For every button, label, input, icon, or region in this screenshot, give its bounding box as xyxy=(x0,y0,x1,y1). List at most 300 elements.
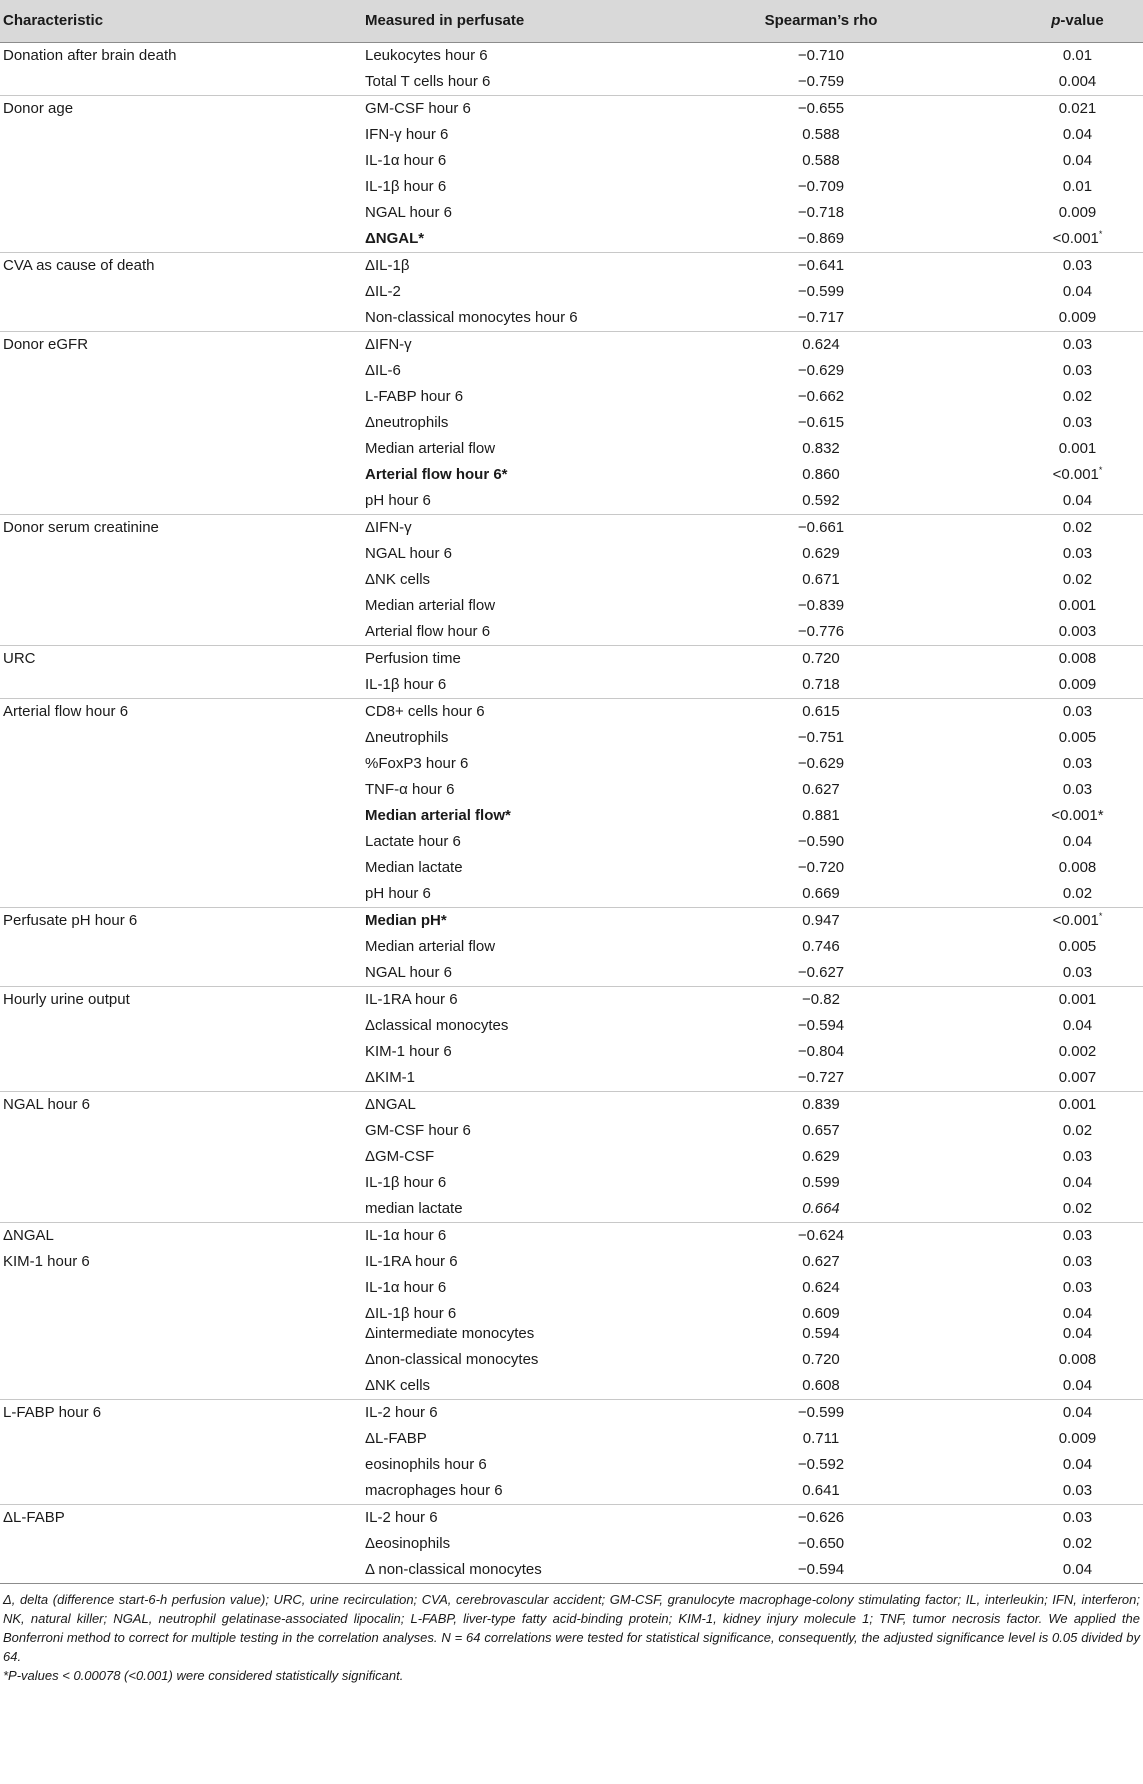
cell-characteristic xyxy=(0,881,364,908)
table-row xyxy=(0,881,1143,908)
cell-pvalue: 0.009 xyxy=(1058,204,1097,221)
table-row xyxy=(0,1400,1143,1427)
cell-characteristic xyxy=(0,567,364,593)
cell-characteristic: Donation after brain death xyxy=(3,47,177,64)
cell-characteristic xyxy=(0,1347,364,1373)
cell-rho: −0.650 xyxy=(797,1535,845,1552)
cell-measured: Δnon-classical monocytes xyxy=(365,1351,539,1368)
cell-pvalue: 0.002 xyxy=(1058,1043,1097,1060)
cell-measured: GM-CSF hour 6 xyxy=(365,1122,471,1139)
table-row xyxy=(0,751,1143,777)
cell-characteristic xyxy=(0,226,364,253)
cell-rho: 0.629 xyxy=(802,1148,840,1165)
cell-measured: ΔNK cells xyxy=(365,1377,431,1394)
cell-rho: 0.627 xyxy=(802,781,840,798)
cell-rho: 0.599 xyxy=(802,1174,840,1191)
cell-rho: −0.594 xyxy=(797,1017,845,1034)
header-row xyxy=(0,0,1143,43)
cell-pvalue: 0.03 xyxy=(916,1223,1143,1250)
table-row xyxy=(0,1557,1143,1584)
significance-marker: * xyxy=(1098,911,1103,921)
cell-pvalue: 0.001 xyxy=(916,987,1143,1014)
cell-characteristic xyxy=(0,1531,364,1557)
cell-rho: −0.599 xyxy=(626,1400,916,1427)
cell-rho: 0.839 xyxy=(626,1092,916,1119)
cell-measured: Median lactate xyxy=(365,859,463,876)
cell-measured: median lactate xyxy=(365,1200,463,1217)
cell-measured: ΔL-FABP xyxy=(365,1430,427,1447)
cell-characteristic xyxy=(0,672,364,699)
cell-measured: Δ non-classical monocytes xyxy=(364,1557,626,1584)
cell-characteristic xyxy=(0,1373,364,1400)
table-row xyxy=(0,803,1143,829)
cell-pvalue: 0.03 xyxy=(916,253,1143,280)
cell-measured: NGAL hour 6 xyxy=(365,545,452,562)
cell-rho: 0.588 xyxy=(802,126,840,143)
cell-measured: IL-1α hour 6 xyxy=(365,1279,447,1296)
cell-pvalue: 0.02 xyxy=(1062,885,1093,902)
cell-pvalue: 0.03 xyxy=(1062,414,1093,431)
cell-pvalue: 0.007 xyxy=(1058,1069,1097,1086)
cell-pvalue: 0.04 xyxy=(1062,1174,1093,1191)
cell-pvalue: 0.008 xyxy=(1058,1351,1097,1368)
cell-measured: IL-2 hour 6 xyxy=(364,1505,626,1532)
cell-measured: pH hour 6 xyxy=(365,885,431,902)
cell-pvalue: 0.005 xyxy=(1058,729,1097,746)
cell-rho: 0.588 xyxy=(802,152,840,169)
table-row xyxy=(0,226,1143,253)
cell-pvalue: 0.02 xyxy=(916,515,1143,542)
table-row xyxy=(0,960,1143,987)
table-row xyxy=(0,619,1143,646)
table-row xyxy=(0,1170,1143,1196)
cell-characteristic xyxy=(0,384,364,410)
cell-characteristic: Donor serum creatinine xyxy=(0,515,364,542)
cell-pvalue: <0.001* xyxy=(1051,807,1104,824)
cell-rho: −0.839 xyxy=(797,597,845,614)
table-row xyxy=(0,934,1143,960)
table-row xyxy=(0,384,1143,410)
cell-characteristic: URC xyxy=(0,646,364,673)
cell-pvalue: 0.04 xyxy=(1062,152,1093,169)
cell-rho: −0.718 xyxy=(797,204,845,221)
cell-characteristic: Perfusate pH hour 6 xyxy=(0,908,364,935)
cell-rho: −0.710 xyxy=(797,47,845,64)
cell-pvalue: 0.008 xyxy=(916,646,1143,673)
cell-characteristic xyxy=(0,593,364,619)
cell-pvalue: 0.04 xyxy=(1062,283,1093,300)
cell-rho: 0.832 xyxy=(802,440,840,457)
cell-rho: 0.641 xyxy=(802,1482,840,1499)
cell-pvalue: 0.04 xyxy=(1062,1017,1093,1034)
cell-characteristic xyxy=(0,1013,364,1039)
cell-characteristic: Donor eGFR xyxy=(0,332,364,359)
cell-rho: 0.592 xyxy=(802,492,840,509)
cell-characteristic xyxy=(0,1039,364,1065)
cell-pvalue: 0.008 xyxy=(1058,859,1097,876)
cell-characteristic xyxy=(0,1452,364,1478)
cell-pvalue: 0.02 xyxy=(1062,1200,1093,1217)
table-row xyxy=(0,200,1143,226)
cell-measured: IL-1α hour 6 xyxy=(364,1223,626,1250)
table-row xyxy=(0,96,1143,123)
cell-rho: 0.624 xyxy=(626,332,916,359)
table-row xyxy=(0,174,1143,200)
cell-characteristic xyxy=(0,148,364,174)
cell-rho: −0.592 xyxy=(797,1456,845,1473)
cell-pvalue: 0.01 xyxy=(1062,47,1093,64)
table-row xyxy=(0,1347,1143,1373)
footnote-abbreviations: Δ, delta (difference start-6-h perfusion value); URC, urine recirculation; CVA, cerebrovascular accident; GM-CSF, granulocyte macrophage-colony stimulating factor; IL, interleukin; IFN, interferon; NK, natural killer; NGAL, neutrophil gelatinase-associated lipocalin; L-FABP, liver-type fatty acid-binding protein; KIM-1, kidney injury molecule 1; TNF, tumor necrosis factor. We applied the Bonferroni method to correct for multiple testing in the correlation analyses. N = 64 correlations were tested for statistical significance, consequently, the adjusted significance level is 0.05 divided by 64. xyxy=(3,1592,1140,1664)
table-row xyxy=(0,253,1143,280)
cell-measured: Perfusion time xyxy=(364,646,626,673)
cell-measured: KIM-1 hour 6 xyxy=(365,1043,452,1060)
cell-pvalue: 0.005 xyxy=(1058,938,1097,955)
cell-rho: 0.609 0.594 xyxy=(802,1305,840,1342)
cell-rho: 0.860 xyxy=(802,466,840,483)
cell-measured: Lactate hour 6 xyxy=(365,833,461,850)
cell-pvalue: 0.03 xyxy=(1062,1279,1093,1296)
table-row xyxy=(0,1223,1143,1250)
cell-pvalue: 0.02 xyxy=(1062,388,1093,405)
cell-measured: Δclassical monocytes xyxy=(365,1017,509,1034)
table-row xyxy=(0,436,1143,462)
cell-characteristic: L-FABP hour 6 xyxy=(0,1400,364,1427)
header-rho: Spearman’s rho xyxy=(626,0,916,43)
cell-measured: ΔIFN-γ xyxy=(364,515,626,542)
table-row xyxy=(0,567,1143,593)
cell-measured: TNF-α hour 6 xyxy=(365,781,455,798)
cell-rho: −0.776 xyxy=(797,623,845,640)
cell-measured: Median arterial flow* xyxy=(365,807,511,824)
table-row xyxy=(0,69,1143,96)
cell-rho: −0.629 xyxy=(797,755,845,772)
table-row xyxy=(0,777,1143,803)
table-row xyxy=(0,646,1143,673)
table-row xyxy=(0,515,1143,542)
table-row xyxy=(0,358,1143,384)
cell-characteristic: Donor age xyxy=(0,96,364,123)
table-row xyxy=(0,410,1143,436)
table-row xyxy=(0,1065,1143,1092)
table-row xyxy=(0,1531,1143,1557)
cell-measured: IL-1RA hour 6 xyxy=(364,987,626,1014)
table-row xyxy=(0,1039,1143,1065)
cell-characteristic xyxy=(0,462,364,488)
header-pvalue: p-value xyxy=(916,0,1143,43)
cell-pvalue: 0.04 xyxy=(1062,492,1093,509)
cell-pvalue: 0.03 xyxy=(1062,964,1093,981)
cell-rho: −0.626 xyxy=(626,1505,916,1532)
cell-measured: Δneutrophils xyxy=(365,729,449,746)
significance-marker: * xyxy=(1098,465,1103,475)
cell-measured: ΔNGAL* xyxy=(365,230,425,247)
cell-characteristic: ΔL-FABP xyxy=(0,1505,364,1532)
table-row xyxy=(0,1373,1143,1400)
cell-measured: GM-CSF hour 6 xyxy=(364,96,626,123)
cell-rho: −0.869 xyxy=(797,230,845,247)
cell-rho: −0.82 xyxy=(626,987,916,1014)
cell-rho: 0.711 xyxy=(802,1430,840,1447)
table-row xyxy=(0,1118,1143,1144)
table-row xyxy=(0,488,1143,515)
cell-characteristic: NGAL hour 6 xyxy=(0,1092,364,1119)
cell-characteristic xyxy=(0,1301,364,1347)
cell-measured: ΔIL-2 xyxy=(365,283,401,300)
cell-rho: −0.629 xyxy=(797,362,845,379)
cell-rho: −0.624 xyxy=(626,1223,916,1250)
cell-rho: 0.627 xyxy=(802,1253,840,1270)
cell-pvalue: 0.001 xyxy=(916,1092,1143,1119)
cell-measured: Median arterial flow xyxy=(365,440,496,457)
cell-measured: Δeosinophils xyxy=(365,1535,451,1552)
cell-measured: ΔIL-1β xyxy=(364,253,626,280)
cell-rho: −0.594 xyxy=(626,1557,916,1584)
table-row xyxy=(0,829,1143,855)
cell-rho: 0.615 xyxy=(626,699,916,726)
cell-characteristic: CVA as cause of death xyxy=(0,253,364,280)
cell-measured: pH hour 6 xyxy=(365,492,431,509)
cell-pvalue: 0.04 xyxy=(916,1400,1143,1427)
cell-characteristic xyxy=(0,305,364,332)
cell-measured: ΔIL-6 xyxy=(365,362,401,379)
cell-characteristic xyxy=(0,279,364,305)
cell-characteristic xyxy=(0,725,364,751)
table-row xyxy=(0,1505,1143,1532)
cell-measured: %FoxP3 hour 6 xyxy=(365,755,469,772)
cell-rho: −0.662 xyxy=(797,388,845,405)
table-row xyxy=(0,148,1143,174)
cell-pvalue: 0.03 xyxy=(916,332,1143,359)
cell-measured: IFN-γ hour 6 xyxy=(365,126,449,143)
cell-rho: 0.669 xyxy=(802,885,840,902)
table-row xyxy=(0,279,1143,305)
cell-pvalue: 0.04 0.04 xyxy=(1062,1305,1093,1342)
cell-measured: Total T cells hour 6 xyxy=(365,73,491,90)
table-row xyxy=(0,1249,1143,1275)
table-row xyxy=(0,1196,1143,1223)
table-row xyxy=(0,1013,1143,1039)
cell-characteristic xyxy=(0,1118,364,1144)
cell-pvalue: 0.009 xyxy=(1058,309,1097,326)
cell-characteristic xyxy=(0,1144,364,1170)
cell-characteristic xyxy=(0,960,364,987)
cell-pvalue: 0.03 xyxy=(916,699,1143,726)
table-row xyxy=(0,1092,1143,1119)
cell-characteristic xyxy=(0,488,364,515)
cell-characteristic xyxy=(0,751,364,777)
cell-pvalue: 0.02 xyxy=(1062,571,1093,588)
table-row xyxy=(0,1452,1143,1478)
cell-rho: 0.629 xyxy=(802,545,840,562)
cell-characteristic xyxy=(0,1065,364,1092)
cell-measured: Δneutrophils xyxy=(365,414,449,431)
cell-rho: 0.881 xyxy=(802,807,840,824)
cell-pvalue: 0.02 xyxy=(1062,1122,1093,1139)
cell-characteristic xyxy=(0,410,364,436)
cell-measured: Non-classical monocytes hour 6 xyxy=(365,309,578,326)
cell-measured: ΔKIM-1 xyxy=(365,1069,416,1086)
table-row xyxy=(0,541,1143,567)
cell-pvalue: 0.04 xyxy=(1062,1377,1093,1394)
cell-pvalue: <0.001* xyxy=(1052,465,1103,483)
cell-rho: −0.720 xyxy=(797,859,845,876)
cell-measured: Arterial flow hour 6* xyxy=(365,466,508,483)
cell-measured: CD8+ cells hour 6 xyxy=(364,699,626,726)
cell-pvalue: 0.01 xyxy=(1062,178,1093,195)
table-row xyxy=(0,1275,1143,1301)
cell-characteristic xyxy=(0,1196,364,1223)
cell-characteristic xyxy=(0,174,364,200)
cell-pvalue: 0.03 xyxy=(1062,1148,1093,1165)
cell-pvalue: 0.03 xyxy=(1062,1253,1093,1270)
cell-pvalue: 0.001 xyxy=(1058,440,1097,457)
cell-measured: NGAL hour 6 xyxy=(365,204,452,221)
table-row xyxy=(0,43,1143,70)
cell-characteristic xyxy=(0,619,364,646)
cell-pvalue: 0.03 xyxy=(1062,362,1093,379)
cell-pvalue: 0.03 xyxy=(1062,1482,1093,1499)
cell-measured: Arterial flow hour 6 xyxy=(365,623,491,640)
cell-characteristic xyxy=(0,855,364,881)
header-characteristic: Characteristic xyxy=(0,0,364,43)
cell-characteristic: KIM-1 hour 6 xyxy=(3,1253,90,1270)
cell-pvalue: 0.04 xyxy=(1062,126,1093,143)
cell-measured: IL-2 hour 6 xyxy=(364,1400,626,1427)
cell-rho: −0.709 xyxy=(797,178,845,195)
cell-rho: 0.947 xyxy=(626,908,916,935)
table-row xyxy=(0,462,1143,488)
table-row xyxy=(0,1301,1143,1347)
cell-characteristic xyxy=(0,1426,364,1452)
significance-marker: * xyxy=(1098,229,1103,239)
table-row xyxy=(0,122,1143,148)
cell-pvalue: 0.009 xyxy=(1058,1430,1097,1447)
cell-characteristic xyxy=(0,358,364,384)
cell-rho: 0.720 xyxy=(626,646,916,673)
cell-measured: L-FABP hour 6 xyxy=(365,388,464,405)
cell-rho: 0.718 xyxy=(802,676,840,693)
cell-characteristic xyxy=(0,803,364,829)
cell-measured: ΔGM-CSF xyxy=(365,1148,435,1165)
cell-measured: Median arterial flow xyxy=(365,597,496,614)
cell-pvalue: 0.03 xyxy=(916,1505,1143,1532)
table-row xyxy=(0,672,1143,699)
cell-rho: 0.624 xyxy=(802,1279,840,1296)
cell-characteristic xyxy=(0,122,364,148)
table-row xyxy=(0,908,1143,935)
cell-characteristic: Hourly urine output xyxy=(0,987,364,1014)
cell-pvalue: <0.001* xyxy=(916,908,1143,935)
cell-rho: −0.655 xyxy=(626,96,916,123)
cell-rho: 0.720 xyxy=(802,1351,840,1368)
cell-pvalue: 0.001 xyxy=(1058,597,1097,614)
cell-rho: 0.671 xyxy=(802,571,840,588)
cell-measured: Median arterial flow xyxy=(365,938,496,955)
table-row xyxy=(0,855,1143,881)
cell-rho: −0.727 xyxy=(797,1069,845,1086)
footnote-significance: *P-values < 0.00078 (<0.001) were considered statistically significant. xyxy=(3,1668,404,1683)
table-row xyxy=(0,725,1143,751)
cell-characteristic xyxy=(0,777,364,803)
table-body xyxy=(0,43,1143,1584)
cell-measured: ΔNK cells xyxy=(365,571,431,588)
table-row xyxy=(0,332,1143,359)
cell-rho: −0.717 xyxy=(797,309,845,326)
cell-pvalue: 0.04 xyxy=(1062,833,1093,850)
cell-measured: ΔIFN-γ xyxy=(364,332,626,359)
cell-characteristic: ΔNGAL xyxy=(0,1223,364,1250)
cell-rho: −0.641 xyxy=(626,253,916,280)
cell-characteristic xyxy=(0,541,364,567)
table-row xyxy=(0,987,1143,1014)
table-row xyxy=(0,1478,1143,1505)
cell-rho: −0.804 xyxy=(797,1043,845,1060)
cell-characteristic: Arterial flow hour 6 xyxy=(0,699,364,726)
cell-measured: Leukocytes hour 6 xyxy=(365,47,488,64)
cell-measured: IL-1β hour 6 xyxy=(365,676,447,693)
table-row xyxy=(0,593,1143,619)
cell-rho: −0.661 xyxy=(626,515,916,542)
table-row xyxy=(0,1144,1143,1170)
cell-pvalue: 0.04 xyxy=(916,1557,1143,1584)
cell-pvalue: <0.001* xyxy=(1052,229,1103,247)
cell-rho: 0.746 xyxy=(802,938,840,955)
cell-measured: macrophages hour 6 xyxy=(365,1482,503,1499)
cell-rho: −0.751 xyxy=(797,729,845,746)
cell-rho: 0.608 xyxy=(802,1377,840,1394)
cell-measured: IL-1β hour 6 xyxy=(365,1174,447,1191)
cell-characteristic xyxy=(0,934,364,960)
cell-measured: NGAL hour 6 xyxy=(365,964,452,981)
cell-characteristic xyxy=(0,829,364,855)
cell-measured: Median pH* xyxy=(364,908,626,935)
cell-characteristic xyxy=(0,1557,364,1584)
cell-rho: −0.599 xyxy=(797,283,845,300)
cell-rho: 0.664 xyxy=(802,1200,840,1217)
cell-pvalue: 0.009 xyxy=(1058,676,1097,693)
cell-pvalue: 0.03 xyxy=(1062,755,1093,772)
cell-pvalue: 0.003 xyxy=(1058,623,1097,640)
cell-characteristic xyxy=(0,1170,364,1196)
cell-rho: −0.759 xyxy=(797,73,845,90)
cell-characteristic xyxy=(0,69,364,96)
cell-measured: IL-1α hour 6 xyxy=(365,152,447,169)
cell-characteristic xyxy=(0,1275,364,1301)
cell-characteristic xyxy=(0,1478,364,1505)
cell-rho: −0.627 xyxy=(797,964,845,981)
cell-pvalue: 0.03 xyxy=(1062,781,1093,798)
table-row xyxy=(0,699,1143,726)
cell-measured: ΔNGAL xyxy=(364,1092,626,1119)
cell-characteristic xyxy=(0,436,364,462)
cell-measured: IL-1β hour 6 xyxy=(365,178,447,195)
cell-pvalue: 0.021 xyxy=(916,96,1143,123)
cell-pvalue: 0.02 xyxy=(1062,1535,1093,1552)
cell-measured: IL-1RA hour 6 xyxy=(365,1253,458,1270)
cell-rho: 0.657 xyxy=(802,1122,840,1139)
cell-measured: eosinophils hour 6 xyxy=(365,1456,487,1473)
cell-pvalue: 0.04 xyxy=(1062,1456,1093,1473)
cell-characteristic xyxy=(0,200,364,226)
table-footnotes xyxy=(0,1584,1143,1685)
cell-rho: −0.615 xyxy=(797,414,845,431)
header-measured: Measured in perfusate xyxy=(364,0,626,43)
table-row xyxy=(0,1426,1143,1452)
table-row xyxy=(0,305,1143,332)
cell-pvalue: 0.03 xyxy=(1062,545,1093,562)
cell-pvalue: 0.004 xyxy=(1058,73,1097,90)
